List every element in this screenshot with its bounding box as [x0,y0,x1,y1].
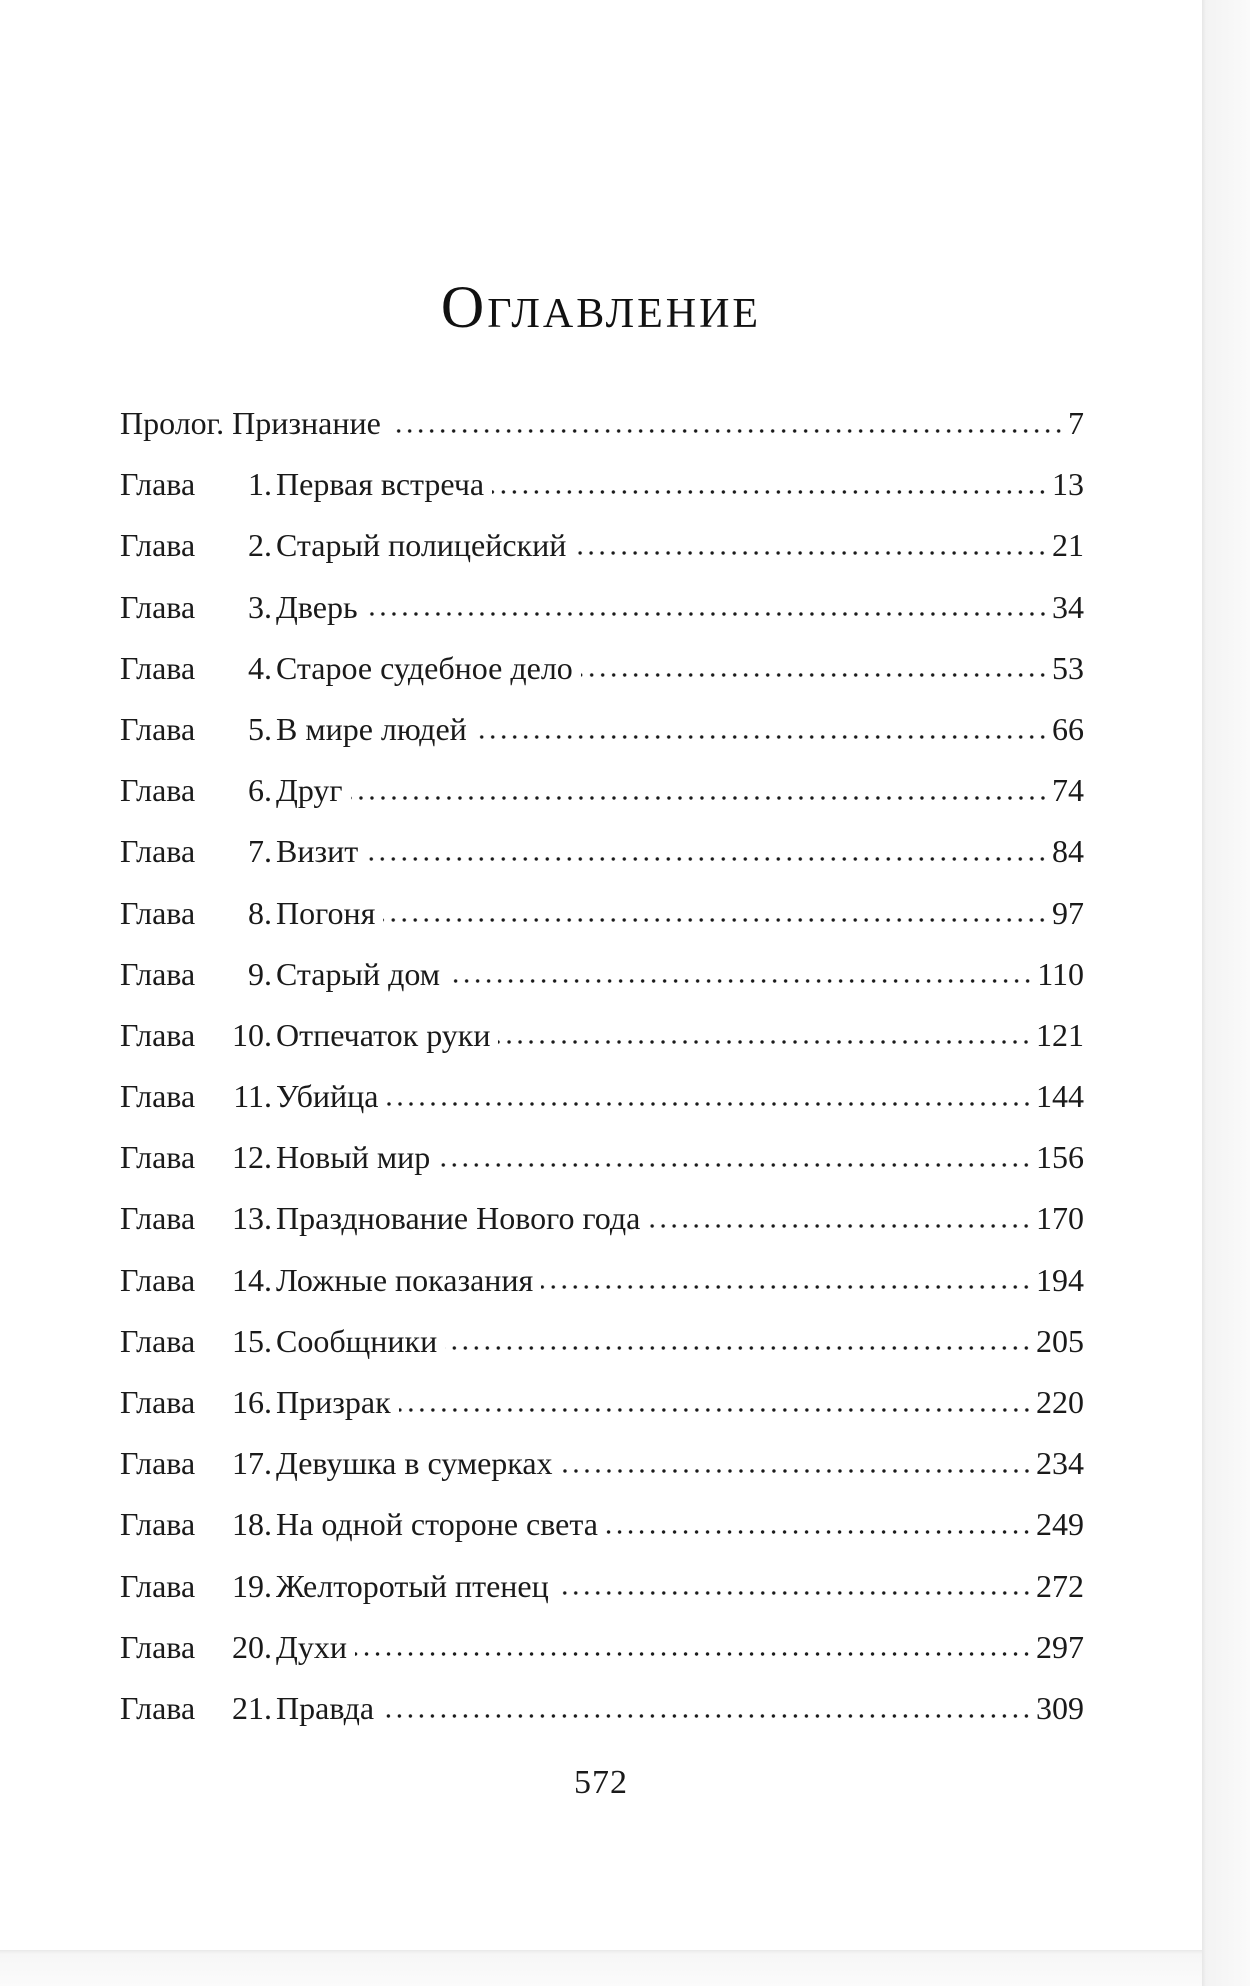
toc-chapter-number: 5. [248,710,272,747]
toc-chapter-number: 18. [232,1506,272,1543]
toc-row-chapter [120,1250,1084,1311]
toc-chapter-prefix: Глава [120,649,196,686]
toc-chapter-prefix: Глава [120,1628,196,1665]
toc-page-number: 194 [1036,1261,1084,1298]
dot-leader [366,849,1048,869]
toc-chapter-number: 21. [232,1689,272,1726]
dot-leader [355,1644,1032,1664]
toc-page-number: 97 [1052,894,1084,931]
toc-chapter-prefix: Глава [120,1689,196,1726]
dot-leader [391,421,1064,441]
toc-chapter-prefix: Глава [120,1261,196,1298]
toc-row-chapter [120,515,1084,576]
toc-page-number: 234 [1036,1445,1084,1482]
toc-chapter-number: 20. [232,1628,272,1665]
toc-chapter-number: 1. [248,466,272,503]
toc-chapter-prefix: Глава [120,772,196,809]
toc-row-chapter [120,1617,1084,1678]
dot-leader [475,727,1048,747]
page-number: 572 [574,1764,628,1801]
dot-leader [492,482,1048,502]
toc-chapter-prefix: Глава [120,1016,196,1053]
dot-leader [438,1155,1032,1175]
toc-chapter-number: 11. [233,1078,272,1115]
dot-leader [382,1706,1032,1726]
toc-chapter-title: Визит [276,833,359,870]
toc-chapter-number: 12. [232,1139,272,1176]
page-edge-bottom [0,1950,1202,1986]
toc-page-number: 144 [1036,1078,1084,1115]
toc-page-number: 110 [1037,955,1084,992]
toc-chapter-number: 7. [248,833,272,870]
toc-chapter-title: Сообщники [276,1322,438,1359]
toc-prologue-label: Пролог. Признание [120,405,381,441]
toc-chapter-title: Друг [276,772,343,809]
toc-row-chapter [120,1005,1084,1066]
toc-chapter-title: На одной стороне света [276,1506,598,1543]
toc-chapter-number: 2. [248,527,272,564]
dot-leader [606,1522,1032,1542]
page-edge-right [1202,0,1250,1986]
toc-chapter-prefix: Глава [120,955,196,992]
toc-row-chapter [120,883,1084,944]
dot-leader [445,1338,1032,1358]
toc-row-chapter [120,1372,1084,1433]
toc-chapter-prefix: Глава [120,710,196,747]
dot-leader [541,1277,1032,1297]
toc-chapter-title: Старый дом [276,955,441,992]
toc-chapter-prefix: Глава [120,894,196,931]
toc-chapter-title: Первая встреча [276,466,485,503]
toc-chapter-number: 4. [248,649,272,686]
toc-row-chapter [120,1311,1084,1372]
toc-page-number: 156 [1036,1139,1084,1176]
toc-chapter-number: 16. [232,1384,272,1420]
toc-chapter-title: Убийца [276,1078,379,1115]
toc-page-number: 220 [1036,1384,1084,1420]
toc-page-number: 66 [1052,710,1084,747]
toc-chapter-title: Дверь [276,588,358,625]
toc-chapter-prefix: Глава [120,466,196,503]
toc-chapter-title: Празднование Нового года [276,1200,641,1237]
dot-leader [581,665,1048,685]
toc-chapter-number: 17. [232,1445,272,1482]
toc-page-number: 170 [1036,1200,1084,1237]
toc-row-chapter [120,1066,1084,1127]
dot-leader [387,1094,1033,1114]
dot-leader [498,1032,1032,1052]
toc-chapter-title: Ложные показания [276,1261,534,1298]
toc-chapter-title: Погоня [276,894,376,931]
toc-row-chapter [120,1494,1084,1555]
toc-chapter-title: Призрак [276,1384,391,1420]
toc-chapter-number: 9. [248,955,272,992]
toc-row-chapter [120,1678,1084,1739]
toc-chapter-number: 13. [232,1200,272,1237]
toc-chapter-number: 6. [248,772,272,809]
toc-row-chapter [120,1556,1084,1617]
toc-page-number: 309 [1036,1689,1084,1726]
toc-chapter-number: 15. [232,1322,272,1359]
dot-leader [561,1461,1032,1481]
toc-chapter-prefix: Глава [120,1200,196,1237]
toc-chapter-title: Старый полицейский [276,527,567,564]
toc-chapter-prefix: Глава [120,833,196,870]
toc-page-number: 13 [1052,466,1084,503]
toc-row-chapter [120,821,1084,882]
toc-chapter-title: Новый мир [276,1139,431,1176]
toc-row-chapter [120,1127,1084,1188]
dot-leader [557,1583,1032,1603]
toc-chapter-prefix: Глава [120,1078,196,1115]
page-title: Оглавление [440,274,762,340]
toc-row-chapter [120,760,1084,821]
table-of-contents [120,393,1084,1739]
toc-chapter-title: Девушка в сумерках [276,1445,553,1482]
toc-chapter-number: 3. [248,588,272,625]
toc-row-chapter [120,577,1084,638]
toc-chapter-title: В мире людей [276,710,467,747]
dot-leader [383,910,1048,930]
toc-page-number: 249 [1036,1506,1084,1543]
toc-page-number: 34 [1052,588,1084,625]
toc-page-number: 121 [1036,1016,1084,1053]
dot-leader [351,788,1048,808]
toc-chapter-number: 8. [248,894,272,931]
toc-chapter-title: Желторотый птенец [276,1567,549,1604]
toc-chapter-prefix: Глава [120,1322,196,1359]
toc-row-prologue [120,393,1084,454]
toc-chapter-number: 10. [232,1016,272,1053]
toc-chapter-prefix: Глава [120,588,196,625]
dot-leader [399,1400,1032,1420]
toc-page-number: 205 [1036,1322,1084,1359]
dot-leader [448,971,1033,991]
toc-chapter-number: 19. [232,1567,272,1604]
toc-chapter-prefix: Глава [120,1445,196,1482]
toc-row-chapter [120,1433,1084,1494]
toc-chapter-prefix: Глава [120,1384,196,1420]
toc-chapter-title: Отпечаток руки [276,1016,491,1053]
toc-page-number: 74 [1052,772,1084,809]
toc-chapter-prefix: Глава [120,1567,196,1604]
dot-leader [648,1216,1032,1236]
toc-page-number: 53 [1052,649,1084,686]
toc-chapter-title: Старое судебное дело [276,649,573,686]
toc-chapter-title: Правда [276,1689,375,1726]
toc-page-number: 84 [1052,833,1084,870]
dot-leader [366,604,1048,624]
toc-chapter-title: Духи [276,1628,347,1665]
toc-row-chapter [120,699,1084,760]
toc-row-chapter [120,454,1084,515]
toc-row-chapter [120,1188,1084,1249]
toc-chapter-number: 14. [232,1261,272,1298]
toc-row-chapter [120,944,1084,1005]
dot-leader [574,543,1048,563]
toc-page-number: 272 [1036,1567,1084,1604]
toc-page-number: 21 [1052,527,1084,564]
toc-page-number: 7 [1068,405,1084,441]
toc-page-number: 297 [1036,1628,1084,1665]
toc-chapter-prefix: Глава [120,527,196,564]
toc-row-chapter [120,638,1084,699]
toc-chapter-prefix: Глава [120,1506,196,1543]
toc-chapter-prefix: Глава [120,1139,196,1176]
